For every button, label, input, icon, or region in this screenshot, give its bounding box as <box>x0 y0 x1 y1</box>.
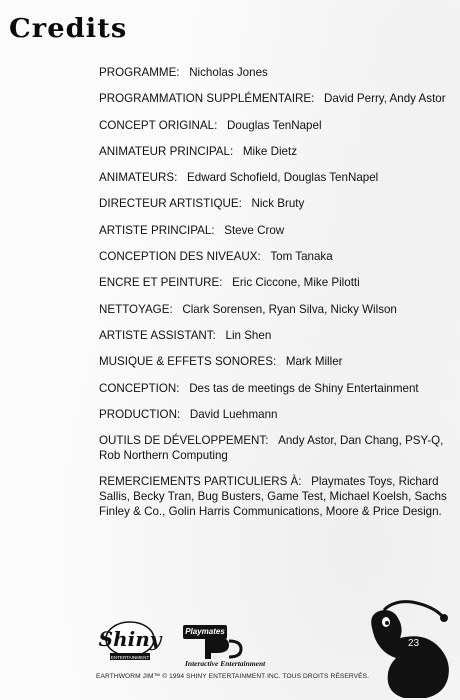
credit-entry <box>99 118 449 133</box>
credit-role: PROGRAMME : <box>99 66 189 79</box>
credit-names: Mark Miller <box>285 355 343 369</box>
credit-role: MUSIQUE & EFFETS SONORES : <box>99 355 286 368</box>
credit-names: David Perry, Andy Astor <box>324 92 446 106</box>
playmates-caption: Interactive Entertainment <box>185 659 266 668</box>
credit-entry <box>99 196 449 211</box>
credit-role: CONCEPTION DES NIVEAUX : <box>99 250 270 263</box>
credit-names: Edward Schofield, Douglas TenNapel <box>187 171 379 185</box>
credit-entry <box>99 249 449 264</box>
page-title: Credits <box>9 14 128 44</box>
credit-entry <box>99 328 449 343</box>
credit-entry <box>99 407 449 422</box>
credit-entry <box>99 65 449 80</box>
credit-names: Nick Bruty <box>251 197 305 211</box>
credit-role: ANIMATEURS : <box>99 171 187 184</box>
credit-names: Tom Tanaka <box>270 250 333 264</box>
credit-names: Andy Astor, Dan Chang, PSY-Q, Rob Northern Computing <box>99 434 444 463</box>
credit-names: Mike Dietz <box>242 144 297 158</box>
credit-role: ARTISTE ASSISTANT : <box>99 329 226 342</box>
credit-names: Nicholas Jones <box>189 66 268 79</box>
playmates-badge: Playmates <box>183 625 227 639</box>
credit-role: ARTISTE PRINCIPAL : <box>99 224 224 237</box>
credit-entry <box>99 275 449 290</box>
copyright-footer: EARTHWORM JIM™ © 1994 SHINY ENTERTAINMENT INC. TOUS DROITS RÉSERVÉS. <box>96 673 370 680</box>
credit-entry <box>99 144 449 159</box>
credit-entry <box>99 223 449 238</box>
credit-role: NETTOYAGE : <box>99 303 182 316</box>
credits-list <box>99 65 449 531</box>
credit-names: Clark Sorensen, Ryan Silva, Nicky Wilson <box>182 302 397 316</box>
credit-names: David Luehmann <box>189 407 278 421</box>
credit-role: OUTILS DE DÉVELOPPEMENT : <box>99 434 278 447</box>
credit-names: Des tas de meetings de Shiny Entertainment <box>189 381 419 395</box>
shiny-logo-icon <box>98 619 162 663</box>
credit-names: Playmates Toys, Richard Sallis, Becky Tran, Bug Busters, Game Test, Michael Koelsh, Sachs Finley & Co., Golin Harris Communications, Moore & Price Design. <box>99 475 447 519</box>
credit-entry <box>99 474 449 519</box>
credit-entry <box>99 433 449 463</box>
credit-entry <box>99 381 449 396</box>
shiny-logo-text: Shiny <box>98 627 162 651</box>
credit-names: Lin Shen <box>225 328 272 342</box>
credit-entry <box>99 170 449 185</box>
shiny-logo-subtext: ENTERTAINMENT <box>110 654 150 660</box>
credit-role: REMERCIEMENTS PARTICULIERS À : <box>99 475 311 488</box>
playmates-swoosh-icon <box>203 635 243 661</box>
credit-names: Eric Ciccone, Mike Pilotti <box>232 276 360 290</box>
credit-role: DIRECTEUR ARTISTIQUE : <box>99 197 251 210</box>
credit-role: ENCRE ET PEINTURE : <box>99 276 232 289</box>
credit-entry <box>99 302 449 317</box>
page-number: 23 <box>408 638 420 649</box>
credit-entry <box>99 354 449 369</box>
credit-role: PROGRAMMATION SUPPLÉMENTAIRE : <box>99 92 324 105</box>
credit-role: CONCEPT ORIGINAL : <box>99 119 227 132</box>
credit-names: Douglas TenNapel <box>227 118 322 132</box>
credit-role: CONCEPTION : <box>99 382 189 395</box>
credit-role: PRODUCTION : <box>99 408 190 421</box>
credit-names: Steve Crow <box>224 223 285 237</box>
credit-entry <box>99 91 449 106</box>
credit-role: ANIMATEUR PRINCIPAL : <box>99 145 243 158</box>
earthworm-jim-icon <box>364 598 456 700</box>
